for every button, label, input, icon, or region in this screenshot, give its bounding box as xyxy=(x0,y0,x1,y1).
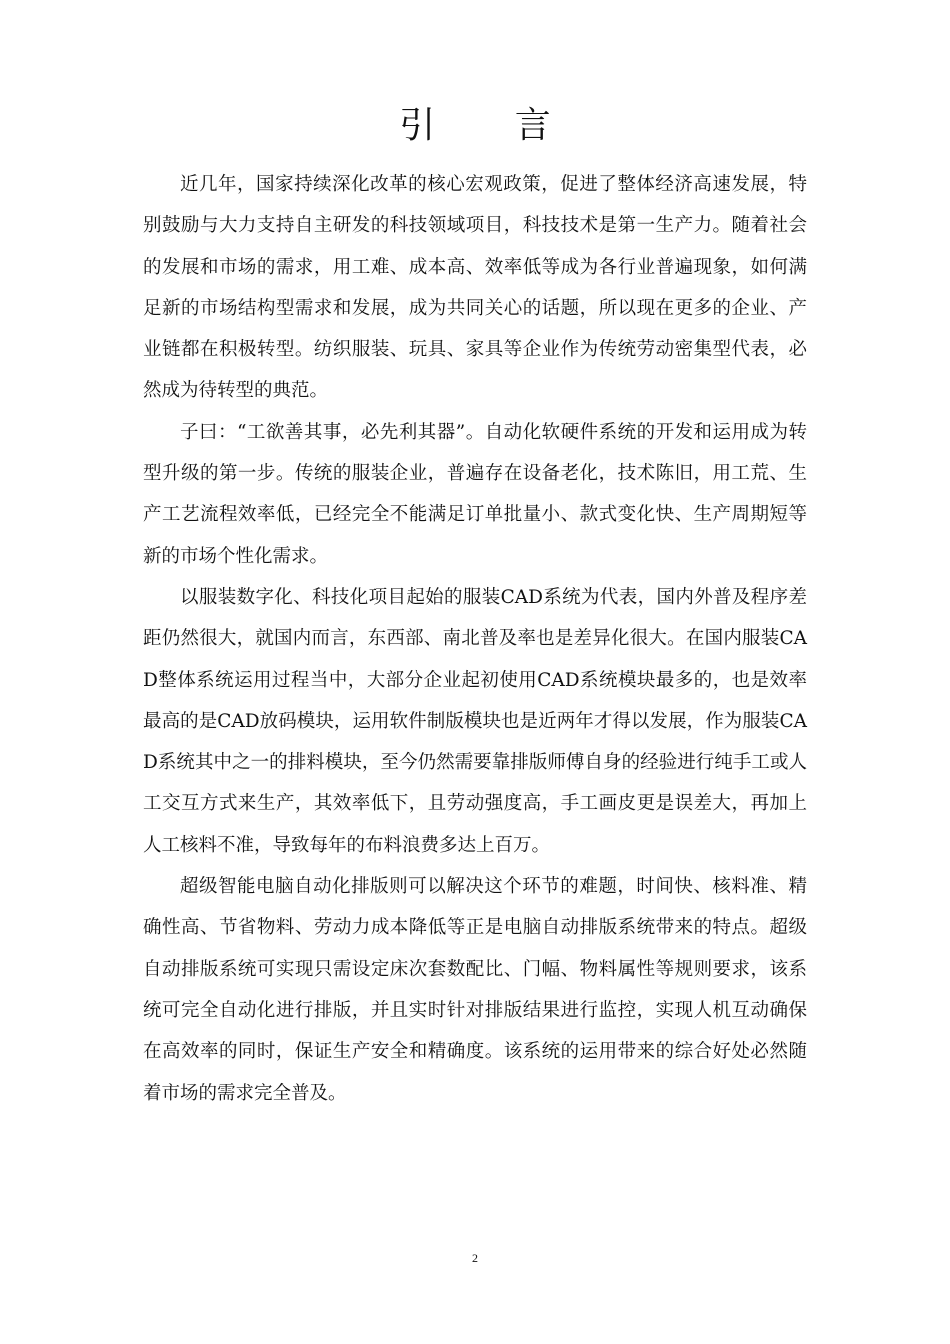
paragraph-3: 以服装数字化、科技化项目起始的服装CAD系统为代表，国内外普及程序差距仍然很大，就国内而言，东西部、南北普及率也是差异化很大。在国内服装CAD整体系统运用过程当中，大部分企业起初使用CAD系统模块最多的，也是效率最高的是CAD放码模块，运用软件制版模块也是近两年才得以发展，作为服装CAD系统其中之一的排料模块，至今仍然需要靠排版师傅自身的经验进行纯手工或人工交互方式来生产，其效率低下，且劳动强度高，手工画皮更是误差大，再加上人工核料不准，导致每年的布料浪费多达上百万。 xyxy=(143,586,807,856)
paragraph-2: 子曰：“工欲善其事，必先利其器”。自动化软硬件系统的开发和运用成为转型升级的第一步。传统的服装企业，普遍存在设备老化，技术陈旧，用工荒、生产工艺流程效率低，已经完全不能满足订单批量小、款式变化快、生产周期短等新的市场个性化需求。 xyxy=(143,421,807,567)
page-title: 引 言 xyxy=(399,105,585,146)
body-text xyxy=(143,164,807,1114)
page-number: 2 xyxy=(472,1251,478,1265)
paragraph-4: 超级智能电脑自动化排版则可以解决这个环节的难题，时间快、核料准、精确性高、节省物料、劳动力成本降低等正是电脑自动排版系统带来的特点。超级自动排版系统可实现只需设定床次套数配比、门幅、物料属性等规则要求，该系统可完全自动化进行排版，并且实时针对排版结果进行监控，实现人机互动确保在高效率的同时，保证生产安全和精确度。该系统的运用带来的综合好处必然随着市场的需求完全普及。 xyxy=(143,876,807,1104)
paragraph-1: 近几年，国家持续深化改革的核心宏观政策，促进了整体经济高速发展，特别鼓励与大力支持自主研发的科技领域项目，科技技术是第一生产力。随着社会的发展和市场的需求，用工难、成本高、效率低等成为各行业普遍现象，如何满足新的市场结构型需求和发展，成为共同关心的话题，所以现在更多的企业、产业链都在积极转型。纺织服装、玩具、家具等企业作为传统劳动密集型代表，必然成为待转型的典范。 xyxy=(143,174,807,402)
